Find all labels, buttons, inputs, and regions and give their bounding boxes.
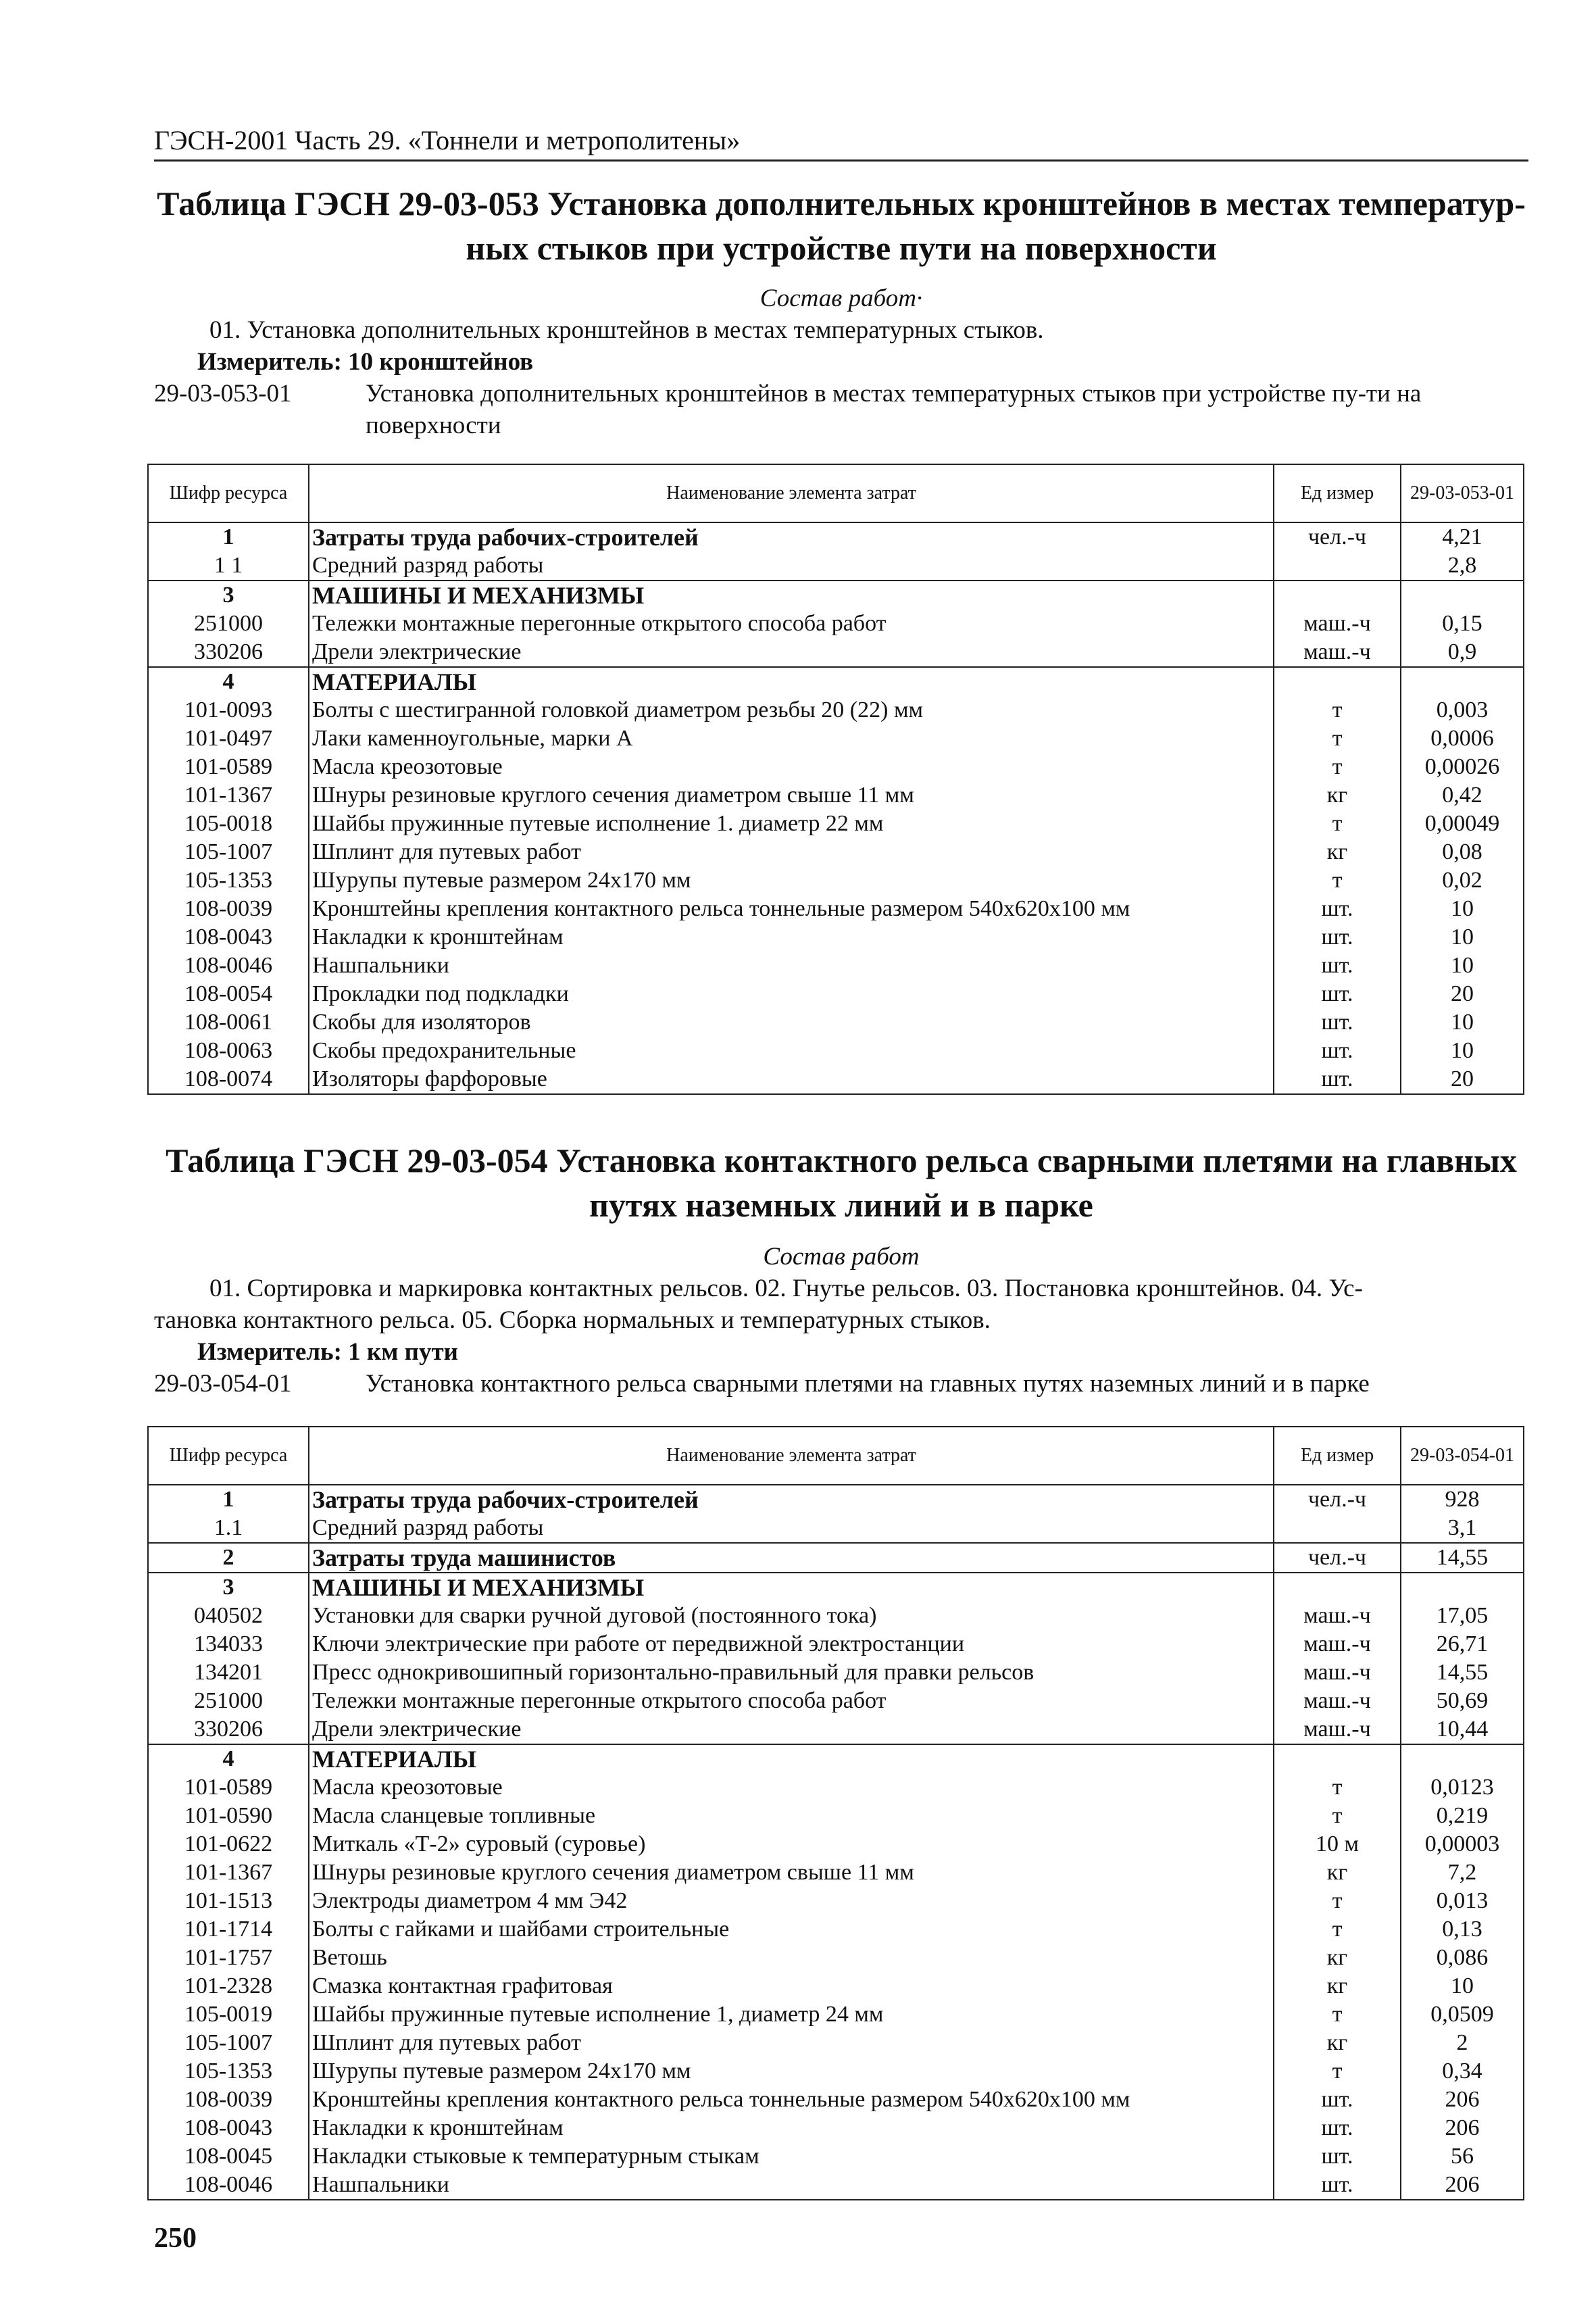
table2-title-line2: путях наземных линий и в парке (589, 1186, 1093, 1224)
table-row (148, 551, 1524, 581)
table1-work-block (154, 282, 1528, 441)
resource-value: 0,0509 (1401, 2000, 1524, 2029)
resource-code: 108-0039 (148, 895, 309, 923)
resource-value: 10 (1401, 1008, 1524, 1037)
table-row (148, 781, 1524, 810)
table1-resources (147, 464, 1524, 1095)
resource-value (1401, 581, 1524, 610)
resource-unit (1274, 1514, 1401, 1543)
table1-title (154, 181, 1528, 270)
resource-value: 10 (1401, 952, 1524, 980)
resource-value: 20 (1401, 1065, 1524, 1094)
col-code-header: Шифр ресурса (148, 1427, 309, 1485)
resource-name: МАШИНЫ И МЕХАНИЗМЫ (309, 1573, 1274, 1602)
resource-value: 0,00003 (1401, 1830, 1524, 1858)
resource-name: Шурупы путевые размером 24х170 мм (309, 866, 1274, 895)
table2-norm-code: 29-03-054-01 (154, 1370, 292, 1398)
resource-unit: шт. (1274, 923, 1401, 952)
resource-unit: маш.-ч (1274, 1658, 1401, 1687)
resource-unit: шт. (1274, 895, 1401, 923)
resource-code: 101-0497 (148, 724, 309, 753)
resource-unit (1274, 1573, 1401, 1602)
resource-value: 0,003 (1401, 696, 1524, 724)
resource-unit: т (1274, 2000, 1401, 2029)
resource-value: 14,55 (1401, 1658, 1524, 1687)
resource-code: 134201 (148, 1658, 309, 1687)
resource-name: Шурупы путевые размером 24х170 мм (309, 2057, 1274, 2086)
table-row (148, 1485, 1524, 1514)
resource-unit: маш.-ч (1274, 1687, 1401, 1715)
resource-unit: маш.-ч (1274, 610, 1401, 638)
table-row (148, 866, 1524, 895)
resource-unit: шт. (1274, 1037, 1401, 1065)
resource-code: 251000 (148, 610, 309, 638)
resource-code: 101-0093 (148, 696, 309, 724)
table-row (148, 1573, 1524, 1602)
resource-code: 3 (148, 581, 309, 610)
table-row (148, 1887, 1524, 1915)
resource-code: 101-1757 (148, 1944, 309, 1972)
resource-value: 206 (1401, 2086, 1524, 2114)
resource-name: Шайбы пружинные путевые исполнение 1, диаметр 24 мм (309, 2000, 1274, 2029)
table2-norm-desc: Установка контактного рельса сварными плетями на главных путях наземных линий и в парке (366, 1370, 1370, 1398)
resource-code: 1 (148, 1485, 309, 1514)
resource-name: Ветошь (309, 1944, 1274, 1972)
resource-name: Болты с шестигранной головкой диаметром резьбы 20 (22) мм (309, 696, 1274, 724)
resource-code: 101-0590 (148, 1802, 309, 1830)
resource-unit: маш.-ч (1274, 638, 1401, 667)
resource-code: 1 1 (148, 551, 309, 581)
resource-value: 0,08 (1401, 838, 1524, 866)
table-row (148, 1630, 1524, 1658)
table-row (148, 838, 1524, 866)
table2-meter: Измеритель: 1 км пути (197, 1338, 458, 1366)
resource-name: Тележки монтажные перегонные открытого способа работ (309, 1687, 1274, 1715)
resource-unit: т (1274, 1887, 1401, 1915)
resource-value: 10 (1401, 923, 1524, 952)
resource-code: 108-0061 (148, 1008, 309, 1037)
resource-code: 101-2328 (148, 1972, 309, 2000)
table-row (148, 2114, 1524, 2142)
resource-code: 105-0018 (148, 810, 309, 838)
resource-unit: кг (1274, 781, 1401, 810)
table2-header-row (148, 1427, 1524, 1485)
table2-norm (154, 1368, 1528, 1400)
table1-work-heading: Состав работ· (759, 285, 923, 312)
table2-title (154, 1138, 1528, 1227)
resource-value: 0,086 (1401, 1944, 1524, 1972)
resource-unit (1274, 581, 1401, 610)
running-header: ГЭСН-2001 Часть 29. «Тоннели и метрополитены» (154, 122, 1528, 162)
table-row (148, 2086, 1524, 2114)
resource-name: Накладки к кронштейнам (309, 2114, 1274, 2142)
col-unit-header: Ед измер (1274, 464, 1401, 522)
resource-value: 206 (1401, 2114, 1524, 2142)
resource-unit: чел.-ч (1274, 522, 1401, 551)
resource-value: 56 (1401, 2142, 1524, 2171)
table1-title-line1: Таблица ГЭСН 29-03-053 Установка дополнительных кронштейнов в местах температур- (157, 184, 1526, 222)
col-norm-header: 29-03-054-01 (1401, 1427, 1524, 1485)
resource-value: 0,0123 (1401, 1773, 1524, 1802)
resource-value: 10 (1401, 895, 1524, 923)
resource-name: Тележки монтажные перегонные открытого способа работ (309, 610, 1274, 638)
col-unit-header: Ед измер (1274, 1427, 1401, 1485)
table-row (148, 1543, 1524, 1573)
resource-value: 10 (1401, 1037, 1524, 1065)
table-row (148, 2057, 1524, 2086)
col-norm-header: 29-03-053-01 (1401, 464, 1524, 522)
resource-name: Накладки к кронштейнам (309, 923, 1274, 952)
col-name-header: Наименование элемента затрат (309, 464, 1274, 522)
resource-unit: кг (1274, 2029, 1401, 2057)
resource-value: 50,69 (1401, 1687, 1524, 1715)
resource-unit: маш.-ч (1274, 1715, 1401, 1744)
resource-name: Кронштейны крепления контактного рельса тоннельные размером 540х620х100 мм (309, 895, 1274, 923)
resource-code: 105-1007 (148, 2029, 309, 2057)
resource-name: МАТЕРИАЛЫ (309, 667, 1274, 696)
table1-work-items: 01. Установка дополнительных кронштейнов в местах температурных стыков. (209, 316, 1044, 344)
resource-unit: шт. (1274, 2142, 1401, 2171)
resource-value: 0,9 (1401, 638, 1524, 667)
resource-unit: шт. (1274, 952, 1401, 980)
resource-code: 105-1353 (148, 2057, 309, 2086)
resource-value: 4,21 (1401, 522, 1524, 551)
resource-code: 101-1714 (148, 1915, 309, 1944)
resource-value: 0,34 (1401, 2057, 1524, 2086)
table-row (148, 724, 1524, 753)
table-row (148, 581, 1524, 610)
resource-value (1401, 667, 1524, 696)
table-row (148, 1858, 1524, 1887)
resource-code: 105-0019 (148, 2000, 309, 2029)
resource-unit: т (1274, 696, 1401, 724)
table-row (148, 1687, 1524, 1715)
table-row (148, 1008, 1524, 1037)
resource-name: Средний разряд работы (309, 1514, 1274, 1543)
resource-name: Ключи электрические при работе от передвижной электростанции (309, 1630, 1274, 1658)
resource-value: 0,00026 (1401, 753, 1524, 781)
table-row (148, 1658, 1524, 1687)
resource-name: Масла креозотовые (309, 753, 1274, 781)
resource-name: Нашпальники (309, 2171, 1274, 2200)
resource-unit: кг (1274, 1944, 1401, 1972)
resource-code: 108-0063 (148, 1037, 309, 1065)
table-row (148, 753, 1524, 781)
resource-value: 0,42 (1401, 781, 1524, 810)
resource-unit: т (1274, 2057, 1401, 2086)
resource-name: Нашпальники (309, 952, 1274, 980)
resource-unit: т (1274, 866, 1401, 895)
table1-body (148, 522, 1524, 1094)
table1-meter: Измеритель: 10 кронштейнов (197, 348, 534, 376)
table-row (148, 980, 1524, 1008)
resource-unit: т (1274, 1773, 1401, 1802)
table2-work-items-line1: 01. Сортировка и маркировка контактных рельсов. 02. Гнутье рельсов. 03. Постановка кронштейнов. 04. Ус- (209, 1275, 1363, 1302)
resource-value: 20 (1401, 980, 1524, 1008)
resource-value: 10,44 (1401, 1715, 1524, 1744)
resource-code: 1 (148, 522, 309, 551)
resource-value (1401, 1573, 1524, 1602)
resource-name: Масла сланцевые топливные (309, 1802, 1274, 1830)
resource-unit: чел.-ч (1274, 1485, 1401, 1514)
resource-unit: шт. (1274, 2086, 1401, 2114)
resource-name: Затраты труда рабочих-строителей (309, 522, 1274, 551)
resource-code: 1.1 (148, 1514, 309, 1543)
resource-value: 2 (1401, 2029, 1524, 2057)
resource-unit: шт. (1274, 2114, 1401, 2142)
resource-unit: маш.-ч (1274, 1630, 1401, 1658)
table-row (148, 1802, 1524, 1830)
resource-unit: шт. (1274, 1065, 1401, 1094)
resource-unit: шт. (1274, 1008, 1401, 1037)
resource-unit: шт. (1274, 2171, 1401, 2200)
resource-name: Пресс однокривошипный горизонтально-правильный для правки рельсов (309, 1658, 1274, 1687)
resource-code: 2 (148, 1543, 309, 1573)
resource-name: Электроды диаметром 4 мм Э42 (309, 1887, 1274, 1915)
table-row (148, 2142, 1524, 2171)
table-row (148, 810, 1524, 838)
resource-code: 101-0622 (148, 1830, 309, 1858)
resource-value: 3,1 (1401, 1514, 1524, 1543)
table-row (148, 1715, 1524, 1744)
resource-value: 0,15 (1401, 610, 1524, 638)
resource-code: 040502 (148, 1602, 309, 1630)
table-row (148, 895, 1524, 923)
table1-norm-desc: Установка дополнительных кронштейнов в местах температурных стыков при устройстве пу-ти на поверхности (366, 380, 1422, 439)
table-row (148, 1830, 1524, 1858)
table2-work-items-line2: тановка контактного рельса. 05. Сборка нормальных и температурных стыков. (154, 1306, 991, 1334)
table-row (148, 1915, 1524, 1944)
resource-value: 26,71 (1401, 1630, 1524, 1658)
table-row (148, 522, 1524, 551)
col-code-header: Шифр ресурса (148, 464, 309, 522)
table2-resources (147, 1426, 1524, 2200)
table-row (148, 1065, 1524, 1094)
resource-value: 2,8 (1401, 551, 1524, 581)
resource-unit: 10 м (1274, 1830, 1401, 1858)
table-row (148, 638, 1524, 667)
resource-value: 0,0006 (1401, 724, 1524, 753)
resource-name: Шайбы пружинные путевые исполнение 1. диаметр 22 мм (309, 810, 1274, 838)
resource-unit: шт. (1274, 980, 1401, 1008)
resource-code: 108-0045 (148, 2142, 309, 2171)
table-row (148, 1944, 1524, 1972)
resource-name: Масла креозотовые (309, 1773, 1274, 1802)
resource-name: МАШИНЫ И МЕХАНИЗМЫ (309, 581, 1274, 610)
resource-code: 3 (148, 1573, 309, 1602)
resource-unit: кг (1274, 1858, 1401, 1887)
resource-code: 134033 (148, 1630, 309, 1658)
page-number: 250 (154, 2223, 197, 2254)
table-row (148, 2000, 1524, 2029)
resource-value: 0,02 (1401, 866, 1524, 895)
resource-value: 10 (1401, 1972, 1524, 2000)
resource-unit: т (1274, 724, 1401, 753)
resource-name: Скобы предохранительные (309, 1037, 1274, 1065)
resource-name: Шнуры резиновые круглого сечения диаметром свыше 11 мм (309, 1858, 1274, 1887)
table-row (148, 696, 1524, 724)
resource-unit: т (1274, 1915, 1401, 1944)
table-row (148, 610, 1524, 638)
resource-unit: кг (1274, 1972, 1401, 2000)
resource-unit: т (1274, 753, 1401, 781)
resource-name: Смазка контактная графитовая (309, 1972, 1274, 2000)
resource-code: 105-1007 (148, 838, 309, 866)
resource-unit (1274, 1744, 1401, 1773)
table-row (148, 2029, 1524, 2057)
resource-code: 108-0054 (148, 980, 309, 1008)
resource-code: 101-0589 (148, 753, 309, 781)
resource-code: 108-0046 (148, 2171, 309, 2200)
resource-unit: чел.-ч (1274, 1543, 1401, 1573)
resource-code: 330206 (148, 638, 309, 667)
resource-name: Дрели электрические (309, 638, 1274, 667)
resource-value: 928 (1401, 1485, 1524, 1514)
table-row (148, 923, 1524, 952)
table-row (148, 1773, 1524, 1802)
resource-value: 7,2 (1401, 1858, 1524, 1887)
table2-body (148, 1485, 1524, 2200)
resource-value: 17,05 (1401, 1602, 1524, 1630)
resource-name: Установки для сварки ручной дуговой (постоянного тока) (309, 1602, 1274, 1630)
table2-work-heading: Состав работ (763, 1243, 920, 1271)
resource-code: 101-1367 (148, 1858, 309, 1887)
resource-name: Затраты труда машинистов (309, 1543, 1274, 1573)
resource-value: 0,00049 (1401, 810, 1524, 838)
resource-code: 4 (148, 667, 309, 696)
resource-unit (1274, 667, 1401, 696)
resource-name: МАТЕРИАЛЫ (309, 1744, 1274, 1773)
resource-code: 251000 (148, 1687, 309, 1715)
resource-value (1401, 1744, 1524, 1773)
resource-code: 101-0589 (148, 1773, 309, 1802)
table2-work-block (154, 1241, 1528, 1400)
resource-value: 206 (1401, 2171, 1524, 2200)
resource-name: Лаки каменноугольные, марки А (309, 724, 1274, 753)
resource-code: 4 (148, 1744, 309, 1773)
table2-title-line1: Таблица ГЭСН 29-03-054 Установка контактного рельса сварными плетями на главных (166, 1141, 1517, 1179)
resource-name: Затраты труда рабочих-строителей (309, 1485, 1274, 1514)
resource-name: Миткаль «Т-2» суровый (суровье) (309, 1830, 1274, 1858)
col-name-header: Наименование элемента затрат (309, 1427, 1274, 1485)
table1-norm-code: 29-03-053-01 (154, 380, 292, 408)
resource-value: 0,219 (1401, 1802, 1524, 1830)
resource-name: Прокладки под подкладки (309, 980, 1274, 1008)
resource-name: Накладки стыковые к температурным стыкам (309, 2142, 1274, 2171)
resource-code: 330206 (148, 1715, 309, 1744)
resource-value: 0,013 (1401, 1887, 1524, 1915)
resource-code: 101-1367 (148, 781, 309, 810)
table1-norm (154, 378, 1528, 441)
resource-code: 105-1353 (148, 866, 309, 895)
table1-title-line2: ных стыков при устройстве пути на поверхности (466, 229, 1217, 267)
table-row (148, 952, 1524, 980)
resource-name: Средний разряд работы (309, 551, 1274, 581)
resource-unit (1274, 551, 1401, 581)
table-row (148, 1037, 1524, 1065)
resource-code: 108-0043 (148, 923, 309, 952)
resource-unit: т (1274, 810, 1401, 838)
resource-name: Шплинт для путевых работ (309, 838, 1274, 866)
resource-code: 108-0074 (148, 1065, 309, 1094)
resource-name: Болты с гайками и шайбами строительные (309, 1915, 1274, 1944)
resource-code: 108-0046 (148, 952, 309, 980)
table-row (148, 1744, 1524, 1773)
resource-name: Кронштейны крепления контактного рельса тоннельные размером 540х620х100 мм (309, 2086, 1274, 2114)
resource-unit: кг (1274, 838, 1401, 866)
resource-name: Шнуры резиновые круглого сечения диаметром свыше 11 мм (309, 781, 1274, 810)
table-row (148, 1602, 1524, 1630)
resource-code: 108-0039 (148, 2086, 309, 2114)
table-row (148, 1972, 1524, 2000)
resource-name: Дрели электрические (309, 1715, 1274, 1744)
table-row (148, 667, 1524, 696)
resource-code: 101-1513 (148, 1887, 309, 1915)
table1-header-row (148, 464, 1524, 522)
resource-unit: т (1274, 1802, 1401, 1830)
table-row (148, 2171, 1524, 2200)
resource-name: Скобы для изоляторов (309, 1008, 1274, 1037)
resource-code: 108-0043 (148, 2114, 309, 2142)
resource-name: Шплинт для путевых работ (309, 2029, 1274, 2057)
resource-unit: маш.-ч (1274, 1602, 1401, 1630)
resource-value: 0,13 (1401, 1915, 1524, 1944)
table-row (148, 1514, 1524, 1543)
resource-name: Изоляторы фарфоровые (309, 1065, 1274, 1094)
resource-value: 14,55 (1401, 1543, 1524, 1573)
